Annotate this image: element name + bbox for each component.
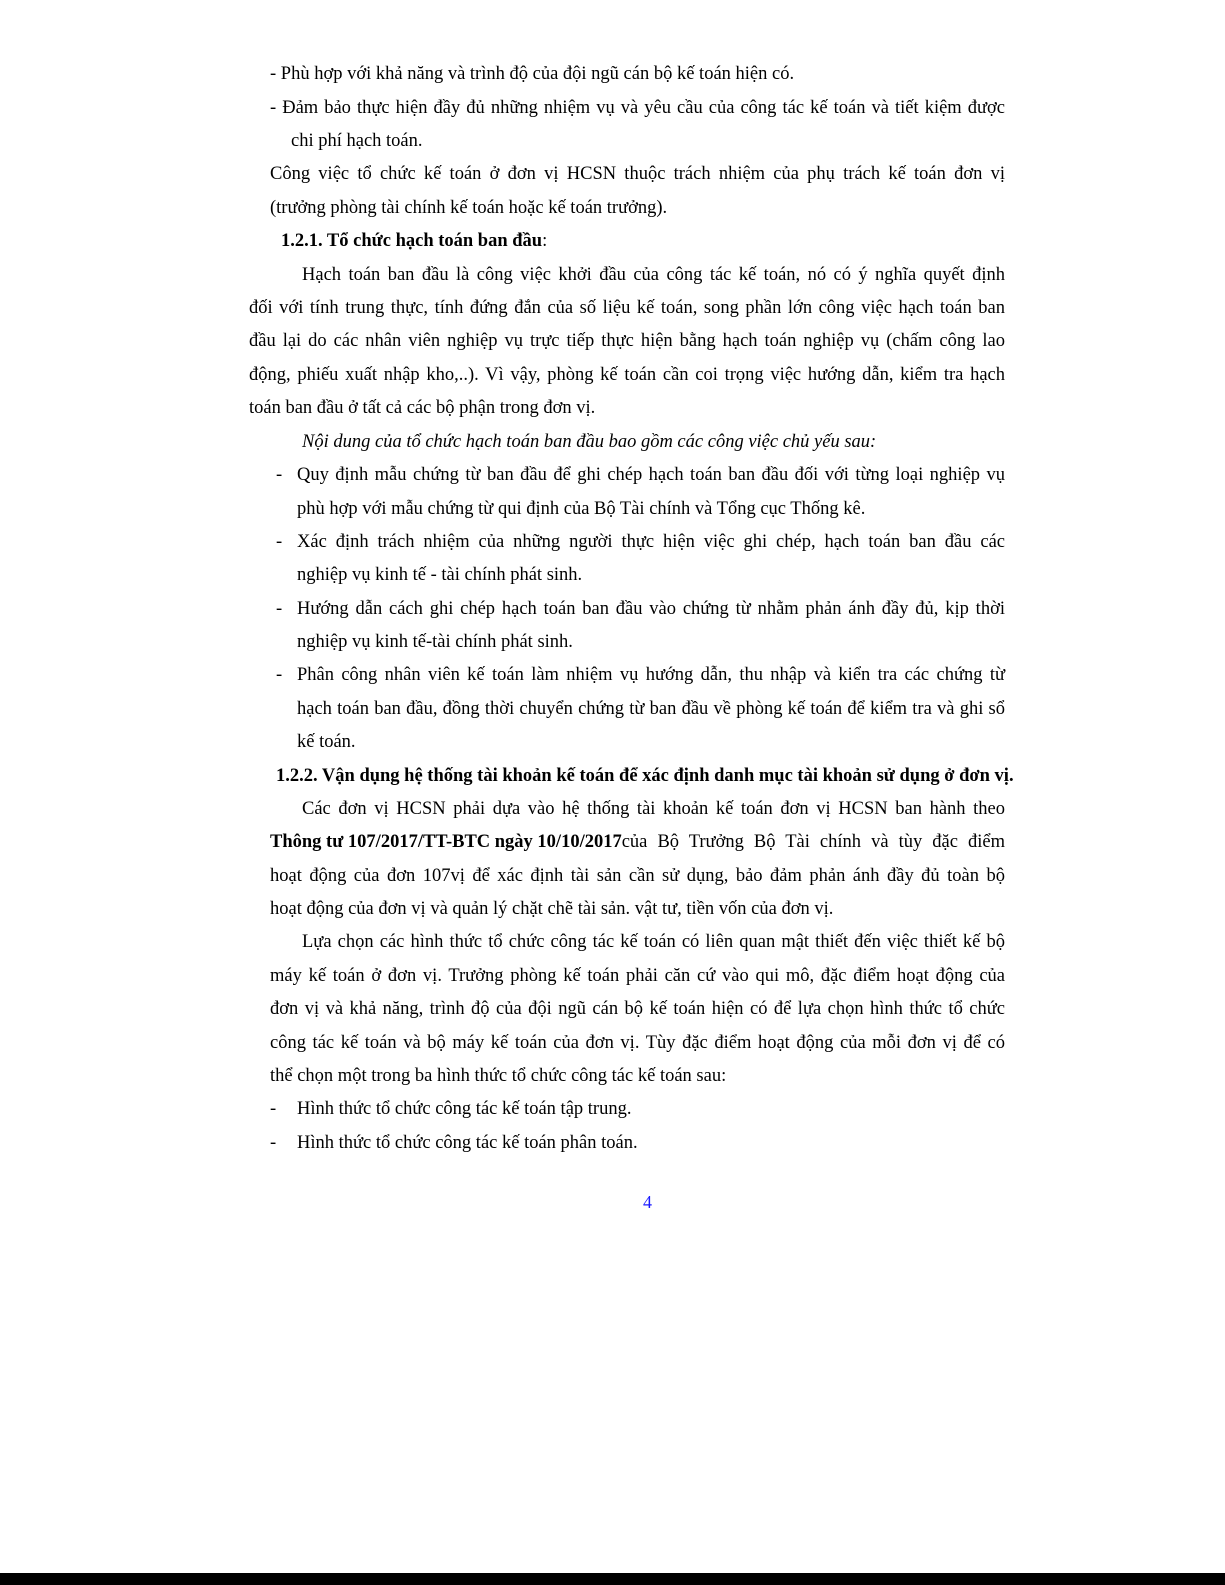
intro-paragraph-line-2: (trưởng phòng tài chính kế toán hoặc kế toán trưởng).	[270, 198, 668, 218]
section-121-para-line-1: Hạch toán ban đầu là công việc khởi đầu của công tác kế toán, nó có ý nghĩa quyết định	[302, 265, 1005, 285]
section-122-para1-line-3: hoạt động của đơn 107vị để xác định tài sản cần sử dụng, bảo đảm phản ánh đầy đủ toàn bộ	[270, 866, 1005, 886]
list-item-3-line-1: Hướng dẫn cách ghi chép hạch toán ban đầu vào chứng từ nhằm phản ánh đầy đủ, kịp thời	[297, 599, 1005, 619]
form-item-2: Hình thức tổ chức công tác kế toán phân toán.	[297, 1133, 638, 1153]
circular-reference: Thông tư 107/2017/TT-BTC ngày 10/10/2017	[270, 832, 622, 852]
section-heading-1-2-2: 1.2.2. Vận dụng hệ thống tài khoản kế toán để xác định danh mục tài khoản sử dụng ở đơn vị.	[276, 766, 1014, 786]
list-dash: -	[276, 599, 283, 619]
page-number: 4	[643, 1192, 652, 1212]
section-121-para-line-2: đối với tính trung thực, tính đứng đắn của số liệu kế toán, song phần lớn công việc hạch toán ban	[249, 298, 1005, 318]
list-item-4-line-1: Phân công nhân viên kế toán làm nhiệm vụ hướng dẫn, thu nhập và kiển tra các chứng từ	[297, 665, 1005, 685]
bottom-border	[0, 1573, 1225, 1585]
list-item-1-line-2: phù hợp với mẫu chứng từ qui định của Bộ Tài chính và Tổng cục Thống kê.	[297, 499, 866, 519]
list-dash: -	[276, 532, 283, 552]
list-dash: -	[270, 1099, 277, 1119]
section-122-para2-line-3: đơn vị và khả năng, trình độ của đội ngũ cán bộ kế toán hiện có để lựa chọn hình thức tổ chức	[270, 999, 1005, 1019]
intro-bullet-2: - Đảm bảo thực hiện đầy đủ những nhiệm vụ và yêu cầu của công tác kế toán và tiết kiệm được	[270, 98, 1005, 118]
section-122-para2-line-4: công tác kế toán và bộ máy kế toán của đơn vị. Tùy đặc điểm hoạt động của mỗi đơn vị để có	[270, 1033, 1005, 1053]
intro-bullet-1: - Phù hợp với khả năng và trình độ của đội ngũ cán bộ kế toán hiện có.	[270, 64, 795, 84]
list-item-1-line-1: Quy định mẫu chứng từ ban đầu để ghi chép hạch toán ban đầu đối với từng loại nghiệp vụ	[297, 465, 1005, 485]
list-dash: -	[276, 465, 283, 485]
section-122-para2-line-2: máy kế toán ở đơn vị. Trưởng phòng kế toán phải căn cứ vào qui mô, đặc điểm hoạt động của	[270, 966, 1005, 986]
section-heading-1-2-1: 1.2.1. Tổ chức hạch toán ban đầu:	[281, 231, 548, 251]
section-121-para-line-5: toán ban đầu ở tất cả các bộ phận trong đơn vị.	[249, 398, 596, 418]
list-item-3-line-2: nghiệp vụ kinh tế-tài chính phát sinh.	[297, 632, 573, 652]
list-item-4-line-3: kế toán.	[297, 732, 356, 752]
section-121-italic-lead: Nội dung của tổ chức hạch toán ban đầu bao gồm các công việc chủ yếu sau:	[302, 432, 877, 452]
list-item-2-line-1: Xác định trách nhiệm của những người thực hiện việc ghi chép, hạch toán ban đầu các	[297, 532, 1005, 552]
section-122-para1-line-4: hoạt động của đơn vị và quản lý chặt chẽ tài sản. vật tư, tiền vốn của đơn vị.	[270, 899, 834, 919]
intro-paragraph-line-1: Công việc tổ chức kế toán ở đơn vị HCSN thuộc trách nhiệm của phụ trách kế toán đơn vị	[270, 164, 1005, 184]
list-dash: -	[270, 1133, 277, 1153]
section-122-para2-line-5: thể chọn một trong ba hình thức tổ chức công tác kế toán sau:	[270, 1066, 727, 1086]
section-121-para-line-4: động, phiếu xuất nhập kho,..). Vì vậy, phòng kế toán cần coi trọng việc hướng dẫn, kiểm tra hạch	[249, 365, 1005, 385]
list-dash: -	[276, 665, 283, 685]
intro-bullet-2-cont: chi phí hạch toán.	[291, 131, 423, 151]
section-122-para2-line-1: Lựa chọn các hình thức tổ chức công tác kế toán có liên quan mật thiết đến việc thiết kế bộ	[302, 932, 1005, 952]
section-122-para1-line-1: Các đơn vị HCSN phải dựa vào hệ thống tài khoản kế toán đơn vị HCSN ban hành theo	[302, 799, 1005, 819]
list-item-2-line-2: nghiệp vụ kinh tế - tài chính phát sinh.	[297, 565, 583, 585]
form-item-1: Hình thức tổ chức công tác kế toán tập trung.	[297, 1099, 632, 1119]
section-121-para-line-3: đầu lại do các nhân viên nghiệp vụ trực tiếp thực hiện bằng hạch toán nghiệp vụ (chấm công lao	[249, 331, 1005, 351]
list-item-4-line-2: hạch toán ban đầu, đồng thời chuyển chứng từ ban đầu về phòng kế toán để kiểm tra và ghi sổ	[297, 699, 1005, 719]
section-122-para1-line-2: Thông tư 107/2017/TT-BTC ngày 10/10/2017 của Bộ Trưởng Bộ Tài chính và tùy đặc điểm	[270, 832, 1005, 852]
